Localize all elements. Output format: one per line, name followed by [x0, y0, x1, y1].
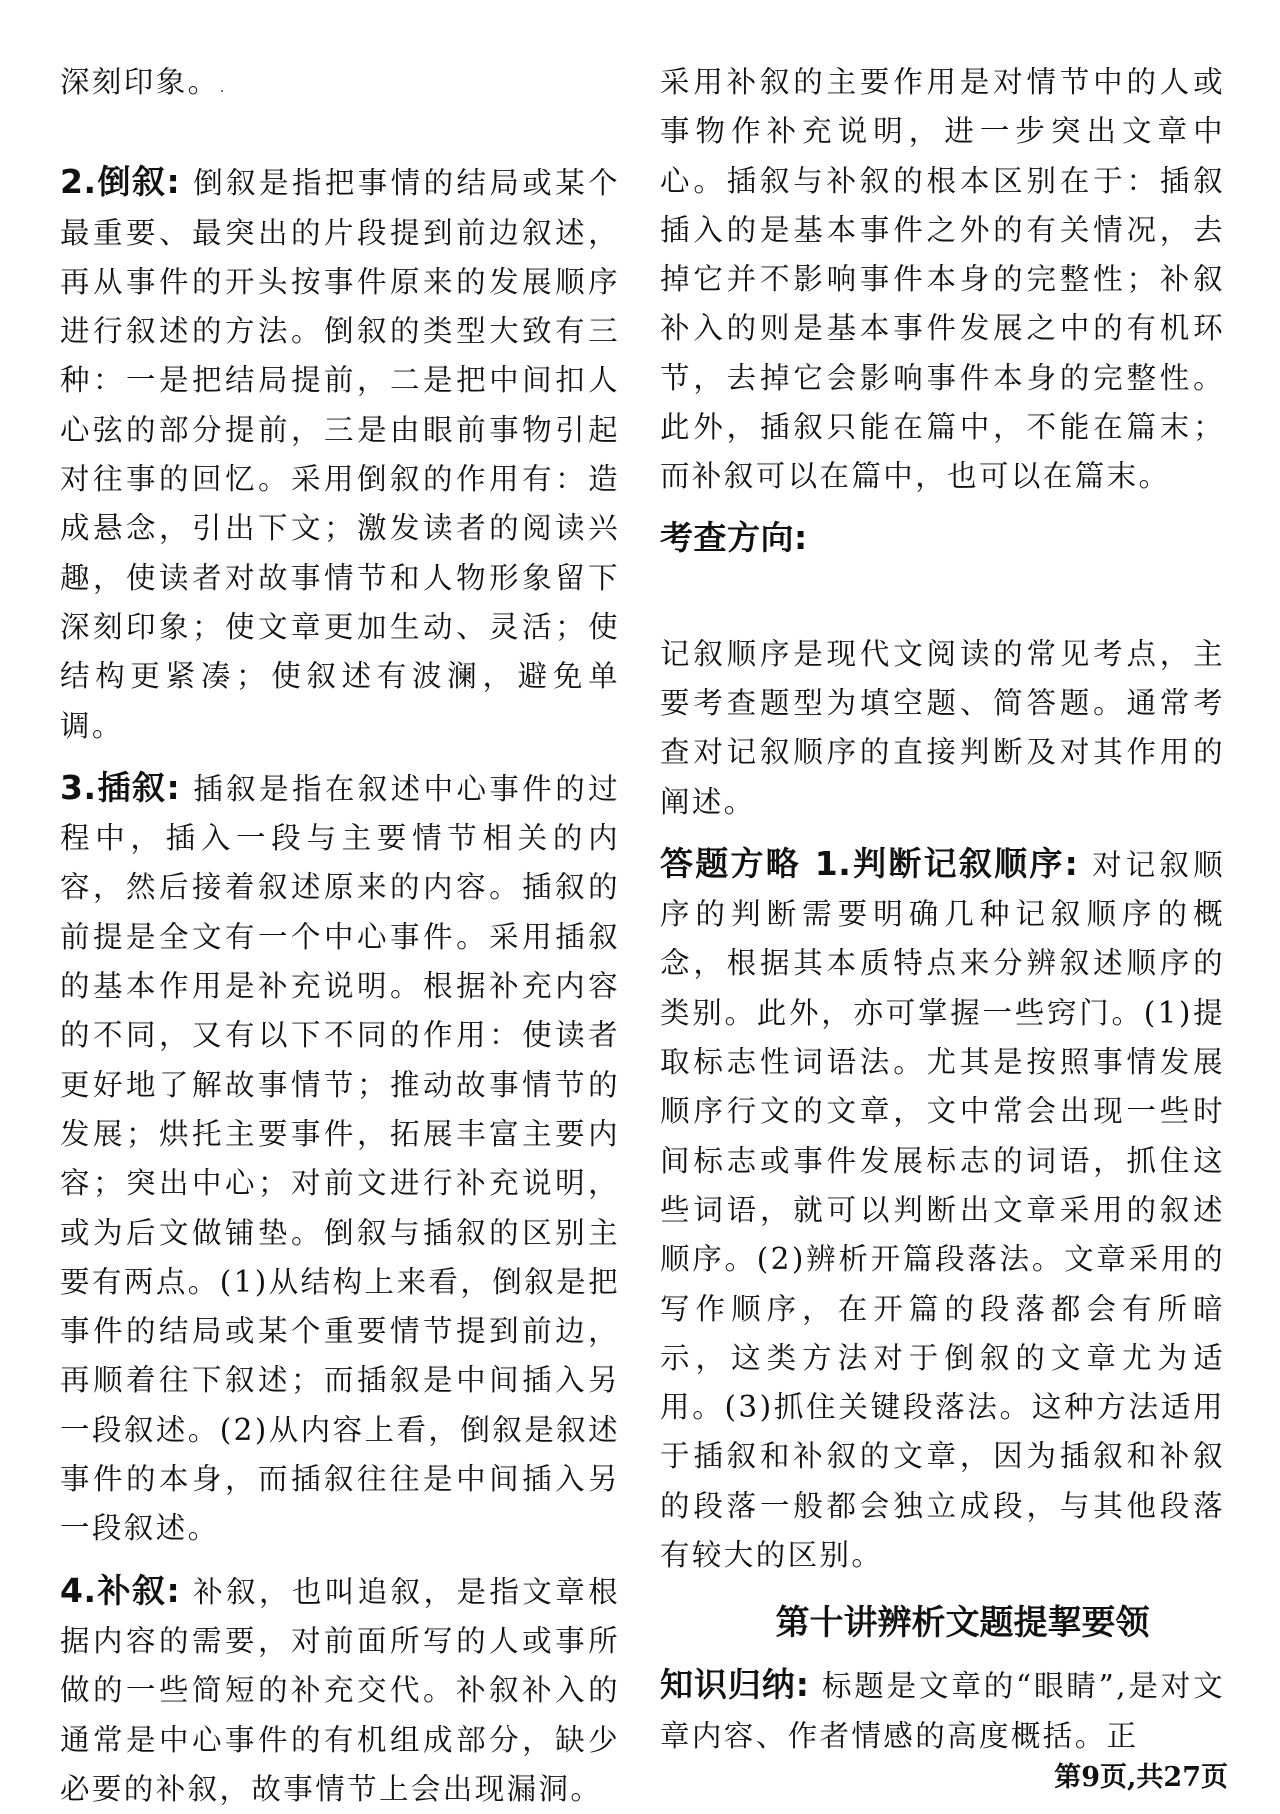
strategy-body: 对记叙顺序的判断需要明确几种记叙顺序的概念，根据其本质特点来分辨叙述顺序的类别。此外，亦可掌握一些窍门。(1)提取标志性词语法。尤其是按照事情发展顺序行文的文章，文中常会出现一些时间标志或事件发展标志的词语，抓住这些词语，就可以判断出文章采用的叙述顺序。(2)辨析开篇段落法。文章采用的写作顺序，在开篇的段落都会有所暗示，这类方法对于倒叙的文章尤为适用。(3)抓住关键段落法。这种方法适用于插叙和补叙的文章，因为插叙和补叙的段落一般都会独立成段，与其他段落有较大的区别。 [660, 847, 1225, 1573]
strategy-heading: 答题方略 1.判断记叙顺序: [660, 843, 1079, 883]
chapter-title: 第十讲辨析文题提挈要领 [775, 1603, 1150, 1644]
section-heading: 4.补叙: [60, 1570, 181, 1610]
paragraph-continuation [60, 58, 620, 111]
section-body: 插叙是指在叙述中心事件的过程中，插入一段与主要情节相关的内容，然后接着叙述原来的内容。插叙的前提是全文有一个中心事件。采用插叙的基本作用是补充说明。根据补充内容的不同，又有以下不同的作用：使读者更好地了解故事情节；推动故事情节的发展；烘托主要事件，拓展丰富主要内容；突出中心；对前文进行补充说明，或为后文做铺垫。倒叙与插叙的区别主要有两点。(1)从结构上来看，倒叙是把事件的结局或某个重要情节提到前边，再顺着往下叙述；而插叙是中间插入另一段叙述。(2)从内容上看，倒叙是叙述事件的本身，而插叙往往是中间插入另一段叙述。 [60, 771, 620, 1546]
exam-direction-body: 记叙顺序是现代文阅读的常见考点，主要考查题型为填空题、简答题。通常考查对记叙顺序的直接判断及对其作用的阐述。 [660, 636, 1225, 819]
paragraph-continuation: 采用补叙的主要作用是对情节中的人或事物作补充说明，进一步突出文章中心。插叙与补叙的根本区别在于：插叙插入的是基本事件之外的有关情况，去掉它并不影响事件本身的完整性；补叙补入的则是基本事件发展之中的有机环节，去掉它会影响事件本身的完整性。此外，插叙只能在篇中，不能在篇末；而补叙可以在篇中，也可以在篇末。 [660, 65, 1225, 494]
knowledge-summary [660, 1660, 1225, 1761]
paragraph-text: 深刻印象。 [60, 65, 220, 99]
section-flashback [60, 157, 620, 751]
section-body: 补叙，也叫追叙，是指文章根据内容的需要，对前面所写的人或事所做的一些简短的补充交代。补叙补入的通常是中心事件的有机组成部分，缺少必要的补叙，故事情节上会出现漏洞。 [60, 1574, 620, 1806]
left-column [60, 58, 620, 1814]
page-number: 第9页,共27页 [1054, 1762, 1228, 1793]
section-body: 倒叙是指把事情的结局或某个最重要、最突出的片段提到前边叙述，再从事件的开头按事件原来的发展顺序进行叙述的方法。倒叙的类型大致有三种：一是把结局提前，二是把中间扣人心弦的部分提前，三是由眼前事物引起对往事的回忆。采用倒叙的作用有：造成悬念，引出下文；激发读者的阅读兴趣，使读者对故事情节和人物形象留下深刻印象；使文章更加生动、灵活；使结构更紧凑；使叙述有波澜，避免单调。 [60, 166, 620, 743]
exam-direction-title: 考查方向: [660, 517, 808, 557]
answer-strategy [660, 839, 1225, 1580]
section-insertion [60, 763, 620, 1554]
section-supplement [60, 1566, 620, 1814]
section-heading: 3.插叙: [60, 767, 181, 807]
knowledge-heading: 知识归纳: [660, 1665, 810, 1705]
right-column [660, 58, 1225, 1761]
knowledge-body: 标题是文章的“眼睛”,是对文章内容、作者情感的高度概括。正 [660, 1669, 1225, 1753]
section-heading: 2.倒叙: [60, 162, 181, 202]
scan-speck: . [219, 77, 228, 96]
